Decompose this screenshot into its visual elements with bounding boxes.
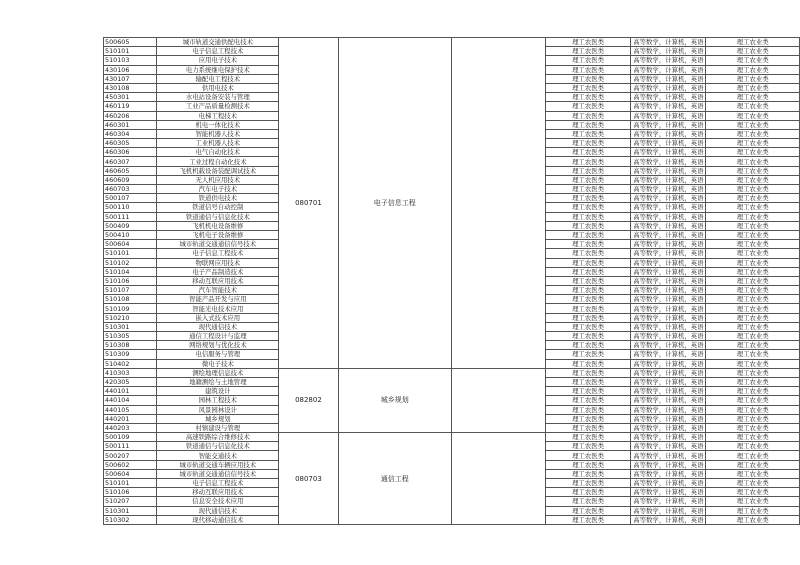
- major-name-cell: 输配电工程技术: [157, 74, 279, 83]
- exam-subjects-cell: 高等数学，计算机，英语: [631, 295, 706, 304]
- major-code-cell: 460119: [104, 102, 157, 111]
- exam-subjects-cell: 高等数学，计算机，英语: [631, 212, 706, 221]
- exam-subjects-cell: 高等数学，计算机，英语: [631, 65, 706, 74]
- admission-category-cell: 理工农业类: [706, 506, 800, 515]
- major-code-cell: 510106: [104, 276, 157, 285]
- admission-category-cell: 理工农业类: [706, 460, 800, 469]
- exam-subjects-cell: 高等数学，计算机，英语: [631, 83, 706, 92]
- exam-subjects-cell: 高等数学，计算机，英语: [631, 497, 706, 506]
- exam-category-cell: 理工农医类: [545, 230, 631, 239]
- admission-category-cell: 理工农业类: [706, 240, 800, 249]
- exam-category-cell: 理工农医类: [545, 175, 631, 184]
- exam-category-cell: 理工农医类: [545, 267, 631, 276]
- major-code-cell: 410303: [104, 368, 157, 377]
- admission-category-cell: 理工农业类: [706, 332, 800, 341]
- major-code-cell: 500110: [104, 203, 157, 212]
- exam-subjects-cell: 高等数学，计算机，英语: [631, 414, 706, 423]
- exam-subjects-cell: 高等数学，计算机，英语: [631, 102, 706, 111]
- major-name-cell: 电力系统继电保护技术: [157, 65, 279, 74]
- exam-category-cell: 理工农医类: [545, 350, 631, 359]
- exam-subjects-cell: 高等数学，计算机，英语: [631, 74, 706, 83]
- admission-category-cell: 理工农业类: [706, 405, 800, 414]
- exam-category-cell: 理工农医类: [545, 249, 631, 258]
- major-name-cell: 移动互联应用技术: [157, 276, 279, 285]
- major-name-cell: 飞机电子设备维修: [157, 230, 279, 239]
- exam-category-cell: 理工农医类: [545, 47, 631, 56]
- major-name-cell: 电子信息工程技术: [157, 479, 279, 488]
- major-name-cell: 城市轨道交通通信信号技术: [157, 469, 279, 478]
- exam-subjects-cell: 高等数学，计算机，英语: [631, 166, 706, 175]
- admission-category-cell: 理工农业类: [706, 203, 800, 212]
- table-row: [104, 368, 800, 377]
- exam-subjects-cell: 高等数学，计算机，英语: [631, 185, 706, 194]
- table-row: [104, 433, 800, 442]
- exam-subjects-cell: 高等数学，计算机，英语: [631, 304, 706, 313]
- admission-category-cell: 理工农业类: [706, 230, 800, 239]
- major-name-cell: 智能交通技术: [157, 451, 279, 460]
- exam-category-cell: 理工农医类: [545, 221, 631, 230]
- major-name-cell: 供用电技术: [157, 83, 279, 92]
- major-code-cell: 510305: [104, 332, 157, 341]
- target-major-name-cell: 电子信息工程: [338, 38, 451, 369]
- admission-category-cell: 理工农业类: [706, 38, 800, 47]
- exam-subjects-cell: 高等数学，计算机，英语: [631, 258, 706, 267]
- major-name-cell: 地籍测绘与土地管理: [157, 377, 279, 386]
- major-code-cell: 500410: [104, 230, 157, 239]
- admission-category-cell: 理工农业类: [706, 267, 800, 276]
- admission-category-cell: 理工农业类: [706, 249, 800, 258]
- major-code-cell: 460304: [104, 129, 157, 138]
- major-name-cell: 智能机器人技术: [157, 129, 279, 138]
- exam-category-cell: 理工农医类: [545, 304, 631, 313]
- exam-category-cell: 理工农医类: [545, 414, 631, 423]
- exam-category-cell: 理工农医类: [545, 469, 631, 478]
- exam-subjects-cell: 高等数学，计算机，英语: [631, 286, 706, 295]
- major-code-cell: 510302: [104, 515, 157, 524]
- major-name-cell: 电子产品制造技术: [157, 267, 279, 276]
- exam-category-cell: 理工农医类: [545, 56, 631, 65]
- exam-category-cell: 理工农医类: [545, 396, 631, 405]
- admission-category-cell: 理工农业类: [706, 322, 800, 331]
- major-name-cell: 测绘地理信息技术: [157, 368, 279, 377]
- exam-category-cell: 理工农医类: [545, 93, 631, 102]
- target-major-code-cell: 080703: [279, 433, 338, 525]
- exam-subjects-cell: 高等数学，计算机，英语: [631, 129, 706, 138]
- admission-category-cell: 理工农业类: [706, 221, 800, 230]
- major-code-cell: 460206: [104, 111, 157, 120]
- exam-subjects-cell: 高等数学，计算机，英语: [631, 93, 706, 102]
- admission-category-cell: 理工农业类: [706, 414, 800, 423]
- admission-category-cell: 理工农业类: [706, 276, 800, 285]
- exam-subjects-cell: 高等数学，计算机，英语: [631, 276, 706, 285]
- exam-subjects-cell: 高等数学，计算机，英语: [631, 377, 706, 386]
- exam-category-cell: 理工农医类: [545, 148, 631, 157]
- major-code-cell: 430106: [104, 65, 157, 74]
- admission-category-cell: 理工农业类: [706, 304, 800, 313]
- major-name-cell: 飞机机电设备维修: [157, 221, 279, 230]
- exam-subjects-cell: 高等数学，计算机，英语: [631, 313, 706, 322]
- admission-category-cell: 理工农业类: [706, 148, 800, 157]
- admission-category-cell: 理工农业类: [706, 47, 800, 56]
- exam-category-cell: 理工农医类: [545, 332, 631, 341]
- admission-category-cell: 理工农业类: [706, 286, 800, 295]
- major-code-cell: 460609: [104, 175, 157, 184]
- exam-subjects-cell: 高等数学，计算机，英语: [631, 515, 706, 524]
- exam-category-cell: 理工农医类: [545, 488, 631, 497]
- major-mapping-table: [103, 37, 800, 525]
- major-code-cell: 510309: [104, 350, 157, 359]
- exam-subjects-cell: 高等数学，计算机，英语: [631, 56, 706, 65]
- exam-category-cell: 理工农医类: [545, 38, 631, 47]
- major-name-cell: 城市轨道交通车辆应用技术: [157, 460, 279, 469]
- admission-category-cell: 理工农业类: [706, 175, 800, 184]
- exam-category-cell: 理工农医类: [545, 203, 631, 212]
- exam-category-cell: 理工农医类: [545, 139, 631, 148]
- major-name-cell: 铁道通信与信息化技术: [157, 212, 279, 221]
- major-name-cell: 嵌入式技术应用: [157, 313, 279, 322]
- exam-category-cell: 理工农医类: [545, 240, 631, 249]
- exam-subjects-cell: 高等数学，计算机，英语: [631, 405, 706, 414]
- admission-category-cell: 理工农业类: [706, 350, 800, 359]
- major-code-cell: 500107: [104, 194, 157, 203]
- major-name-cell: 园林工程技术: [157, 396, 279, 405]
- major-code-cell: 500602: [104, 460, 157, 469]
- exam-subjects-cell: 高等数学，计算机，英语: [631, 194, 706, 203]
- exam-subjects-cell: 高等数学，计算机，英语: [631, 460, 706, 469]
- exam-category-cell: 理工农医类: [545, 506, 631, 515]
- admission-category-cell: 理工农业类: [706, 65, 800, 74]
- exam-category-cell: 理工农医类: [545, 433, 631, 442]
- major-code-cell: 440105: [104, 405, 157, 414]
- exam-subjects-cell: 高等数学，计算机，英语: [631, 433, 706, 442]
- major-name-cell: 机电一体化技术: [157, 120, 279, 129]
- major-name-cell: 工业机器人技术: [157, 139, 279, 148]
- admission-category-cell: 理工农业类: [706, 479, 800, 488]
- major-name-cell: 城市轨道交通供配电技术: [157, 38, 279, 47]
- exam-subjects-cell: 高等数学，计算机，英语: [631, 322, 706, 331]
- admission-category-cell: 理工农业类: [706, 497, 800, 506]
- admission-category-cell: 理工农业类: [706, 359, 800, 368]
- admission-category-cell: 理工农业类: [706, 295, 800, 304]
- major-name-cell: 铁道信号自动控制: [157, 203, 279, 212]
- exam-category-cell: 理工农医类: [545, 120, 631, 129]
- target-major-name-cell: 通信工程: [338, 433, 451, 525]
- major-code-cell: 450301: [104, 93, 157, 102]
- major-code-cell: 510101: [104, 249, 157, 258]
- table-body: [104, 38, 800, 525]
- admission-category-cell: 理工农业类: [706, 194, 800, 203]
- major-code-cell: 500111: [104, 442, 157, 451]
- major-name-cell: 水电站设备安装与管理: [157, 93, 279, 102]
- major-code-cell: 440203: [104, 423, 157, 432]
- major-code-cell: 440104: [104, 396, 157, 405]
- major-name-cell: 铁道供电技术: [157, 194, 279, 203]
- exam-subjects-cell: 高等数学，计算机，英语: [631, 230, 706, 239]
- admission-category-cell: 理工农业类: [706, 368, 800, 377]
- admission-category-cell: 理工农业类: [706, 83, 800, 92]
- major-code-cell: 510210: [104, 313, 157, 322]
- major-code-cell: 500409: [104, 221, 157, 230]
- major-name-cell: 无人机应用技术: [157, 175, 279, 184]
- exam-subjects-cell: 高等数学，计算机，英语: [631, 387, 706, 396]
- empty-cell: [451, 38, 545, 369]
- major-name-cell: 城市轨道交通通信信号技术: [157, 240, 279, 249]
- empty-cell: [451, 368, 545, 432]
- exam-subjects-cell: 高等数学，计算机，英语: [631, 479, 706, 488]
- exam-category-cell: 理工农医类: [545, 157, 631, 166]
- major-name-cell: 物联网应用技术: [157, 258, 279, 267]
- major-code-cell: 510308: [104, 341, 157, 350]
- major-code-cell: 500604: [104, 469, 157, 478]
- major-name-cell: 现代通信技术: [157, 322, 279, 331]
- admission-category-cell: 理工农业类: [706, 442, 800, 451]
- major-code-cell: 510101: [104, 47, 157, 56]
- major-name-cell: 建筑设计: [157, 387, 279, 396]
- exam-subjects-cell: 高等数学，计算机，英语: [631, 38, 706, 47]
- major-code-cell: 460307: [104, 157, 157, 166]
- admission-category-cell: 理工农业类: [706, 341, 800, 350]
- exam-category-cell: 理工农医类: [545, 460, 631, 469]
- admission-category-cell: 理工农业类: [706, 139, 800, 148]
- target-major-name-cell: 城乡规划: [338, 368, 451, 432]
- major-name-cell: 通信工程设计与监理: [157, 332, 279, 341]
- exam-category-cell: 理工农医类: [545, 341, 631, 350]
- major-name-cell: 信息安全技术应用: [157, 497, 279, 506]
- admission-category-cell: 理工农业类: [706, 111, 800, 120]
- exam-subjects-cell: 高等数学，计算机，英语: [631, 175, 706, 184]
- admission-category-cell: 理工农业类: [706, 157, 800, 166]
- exam-subjects-cell: 高等数学，计算机，英语: [631, 368, 706, 377]
- exam-category-cell: 理工农医类: [545, 166, 631, 175]
- major-code-cell: 500605: [104, 38, 157, 47]
- major-name-cell: 电梯工程技术: [157, 111, 279, 120]
- admission-category-cell: 理工农业类: [706, 93, 800, 102]
- exam-subjects-cell: 高等数学，计算机，英语: [631, 221, 706, 230]
- exam-category-cell: 理工农医类: [545, 515, 631, 524]
- exam-subjects-cell: 高等数学，计算机，英语: [631, 359, 706, 368]
- exam-category-cell: 理工农医类: [545, 74, 631, 83]
- major-code-cell: 500111: [104, 212, 157, 221]
- exam-category-cell: 理工农医类: [545, 129, 631, 138]
- admission-category-cell: 理工农业类: [706, 515, 800, 524]
- exam-category-cell: 理工农医类: [545, 111, 631, 120]
- major-name-cell: 移动互联应用技术: [157, 488, 279, 497]
- major-code-cell: 460301: [104, 120, 157, 129]
- major-code-cell: 420305: [104, 377, 157, 386]
- admission-category-cell: 理工农业类: [706, 387, 800, 396]
- exam-subjects-cell: 高等数学，计算机，英语: [631, 120, 706, 129]
- major-code-cell: 460306: [104, 148, 157, 157]
- exam-category-cell: 理工农医类: [545, 276, 631, 285]
- exam-subjects-cell: 高等数学，计算机，英语: [631, 148, 706, 157]
- admission-category-cell: 理工农业类: [706, 488, 800, 497]
- exam-category-cell: 理工农医类: [545, 442, 631, 451]
- exam-subjects-cell: 高等数学，计算机，英语: [631, 240, 706, 249]
- major-name-cell: 高速铁路综合维修技术: [157, 433, 279, 442]
- exam-category-cell: 理工农医类: [545, 387, 631, 396]
- major-code-cell: 510301: [104, 506, 157, 515]
- exam-subjects-cell: 高等数学，计算机，英语: [631, 111, 706, 120]
- major-name-cell: 工业过程自动化技术: [157, 157, 279, 166]
- exam-category-cell: 理工农医类: [545, 451, 631, 460]
- exam-subjects-cell: 高等数学，计算机，英语: [631, 396, 706, 405]
- major-code-cell: 510101: [104, 479, 157, 488]
- major-name-cell: 网络规划与优化技术: [157, 341, 279, 350]
- major-code-cell: 460703: [104, 185, 157, 194]
- major-code-cell: 510301: [104, 322, 157, 331]
- admission-category-cell: 理工农业类: [706, 396, 800, 405]
- exam-subjects-cell: 高等数学，计算机，英语: [631, 488, 706, 497]
- exam-category-cell: 理工农医类: [545, 102, 631, 111]
- admission-category-cell: 理工农业类: [706, 120, 800, 129]
- major-code-cell: 460605: [104, 166, 157, 175]
- major-code-cell: 510108: [104, 295, 157, 304]
- major-name-cell: 微电子技术: [157, 359, 279, 368]
- exam-category-cell: 理工农医类: [545, 83, 631, 92]
- admission-category-cell: 理工农业类: [706, 377, 800, 386]
- admission-category-cell: 理工农业类: [706, 433, 800, 442]
- exam-subjects-cell: 高等数学，计算机，英语: [631, 47, 706, 56]
- exam-category-cell: 理工农医类: [545, 212, 631, 221]
- exam-subjects-cell: 高等数学，计算机，英语: [631, 157, 706, 166]
- major-name-cell: 智能产品开发与应用: [157, 295, 279, 304]
- major-name-cell: 电气自动化技术: [157, 148, 279, 157]
- major-code-cell: 500109: [104, 433, 157, 442]
- admission-category-cell: 理工农业类: [706, 185, 800, 194]
- exam-category-cell: 理工农医类: [545, 295, 631, 304]
- major-name-cell: 汽车电子技术: [157, 185, 279, 194]
- exam-subjects-cell: 高等数学，计算机，英语: [631, 350, 706, 359]
- exam-subjects-cell: 高等数学，计算机，英语: [631, 341, 706, 350]
- exam-subjects-cell: 高等数学，计算机，英语: [631, 139, 706, 148]
- exam-category-cell: 理工农医类: [545, 258, 631, 267]
- admission-category-cell: 理工农业类: [706, 258, 800, 267]
- exam-subjects-cell: 高等数学，计算机，英语: [631, 506, 706, 515]
- admission-category-cell: 理工农业类: [706, 166, 800, 175]
- exam-subjects-cell: 高等数学，计算机，英语: [631, 203, 706, 212]
- admission-category-cell: 理工农业类: [706, 423, 800, 432]
- major-name-cell: 工业产品质量检测技术: [157, 102, 279, 111]
- major-name-cell: 汽车智能技术: [157, 286, 279, 295]
- empty-cell: [451, 433, 545, 525]
- exam-category-cell: 理工农医类: [545, 322, 631, 331]
- major-name-cell: 电信服务与管理: [157, 350, 279, 359]
- exam-category-cell: 理工农医类: [545, 368, 631, 377]
- admission-category-cell: 理工农业类: [706, 56, 800, 65]
- major-name-cell: 风景园林设计: [157, 405, 279, 414]
- exam-category-cell: 理工农医类: [545, 497, 631, 506]
- exam-category-cell: 理工农医类: [545, 65, 631, 74]
- major-code-cell: 460305: [104, 139, 157, 148]
- exam-subjects-cell: 高等数学，计算机，英语: [631, 423, 706, 432]
- exam-category-cell: 理工农医类: [545, 313, 631, 322]
- exam-subjects-cell: 高等数学，计算机，英语: [631, 469, 706, 478]
- major-code-cell: 510402: [104, 359, 157, 368]
- exam-category-cell: 理工农医类: [545, 377, 631, 386]
- admission-category-cell: 理工农业类: [706, 74, 800, 83]
- exam-subjects-cell: 高等数学，计算机，英语: [631, 442, 706, 451]
- major-name-cell: 现代移动通信技术: [157, 515, 279, 524]
- exam-category-cell: 理工农医类: [545, 405, 631, 414]
- admission-category-cell: 理工农业类: [706, 129, 800, 138]
- table-row: [104, 38, 800, 47]
- major-code-cell: 500604: [104, 240, 157, 249]
- admission-category-cell: 理工农业类: [706, 469, 800, 478]
- admission-category-cell: 理工农业类: [706, 102, 800, 111]
- major-code-cell: 510104: [104, 267, 157, 276]
- major-code-cell: 510102: [104, 258, 157, 267]
- major-name-cell: 城乡规划: [157, 414, 279, 423]
- major-name-cell: 应用电子技术: [157, 56, 279, 65]
- major-name-cell: 智能光电技术应用: [157, 304, 279, 313]
- target-major-code-cell: 082802: [279, 368, 338, 432]
- exam-subjects-cell: 高等数学，计算机，英语: [631, 451, 706, 460]
- admission-category-cell: 理工农业类: [706, 451, 800, 460]
- major-code-cell: 510106: [104, 488, 157, 497]
- major-code-cell: 510207: [104, 497, 157, 506]
- exam-subjects-cell: 高等数学，计算机，英语: [631, 249, 706, 258]
- exam-subjects-cell: 高等数学，计算机，英语: [631, 267, 706, 276]
- major-name-cell: 铁道通信与信息化技术: [157, 442, 279, 451]
- exam-category-cell: 理工农医类: [545, 194, 631, 203]
- exam-category-cell: 理工农医类: [545, 479, 631, 488]
- major-code-cell: 430108: [104, 83, 157, 92]
- target-major-code-cell: 080701: [279, 38, 338, 369]
- major-code-cell: 440201: [104, 414, 157, 423]
- major-name-cell: 电子信息工程技术: [157, 47, 279, 56]
- admission-category-cell: 理工农业类: [706, 313, 800, 322]
- exam-subjects-cell: 高等数学，计算机，英语: [631, 332, 706, 341]
- major-code-cell: 510103: [104, 56, 157, 65]
- exam-category-cell: 理工农医类: [545, 359, 631, 368]
- exam-category-cell: 理工农医类: [545, 286, 631, 295]
- major-name-cell: 现代通信技术: [157, 506, 279, 515]
- exam-category-cell: 理工农医类: [545, 185, 631, 194]
- major-name-cell: 村镇建设与管理: [157, 423, 279, 432]
- major-name-cell: 飞机机载设备装配调试技术: [157, 166, 279, 175]
- exam-category-cell: 理工农医类: [545, 423, 631, 432]
- major-name-cell: 电子信息工程技术: [157, 249, 279, 258]
- admission-category-cell: 理工农业类: [706, 212, 800, 221]
- major-code-cell: 510107: [104, 286, 157, 295]
- major-code-cell: 500207: [104, 451, 157, 460]
- major-code-cell: 430107: [104, 74, 157, 83]
- major-code-cell: 510109: [104, 304, 157, 313]
- major-code-cell: 440101: [104, 387, 157, 396]
